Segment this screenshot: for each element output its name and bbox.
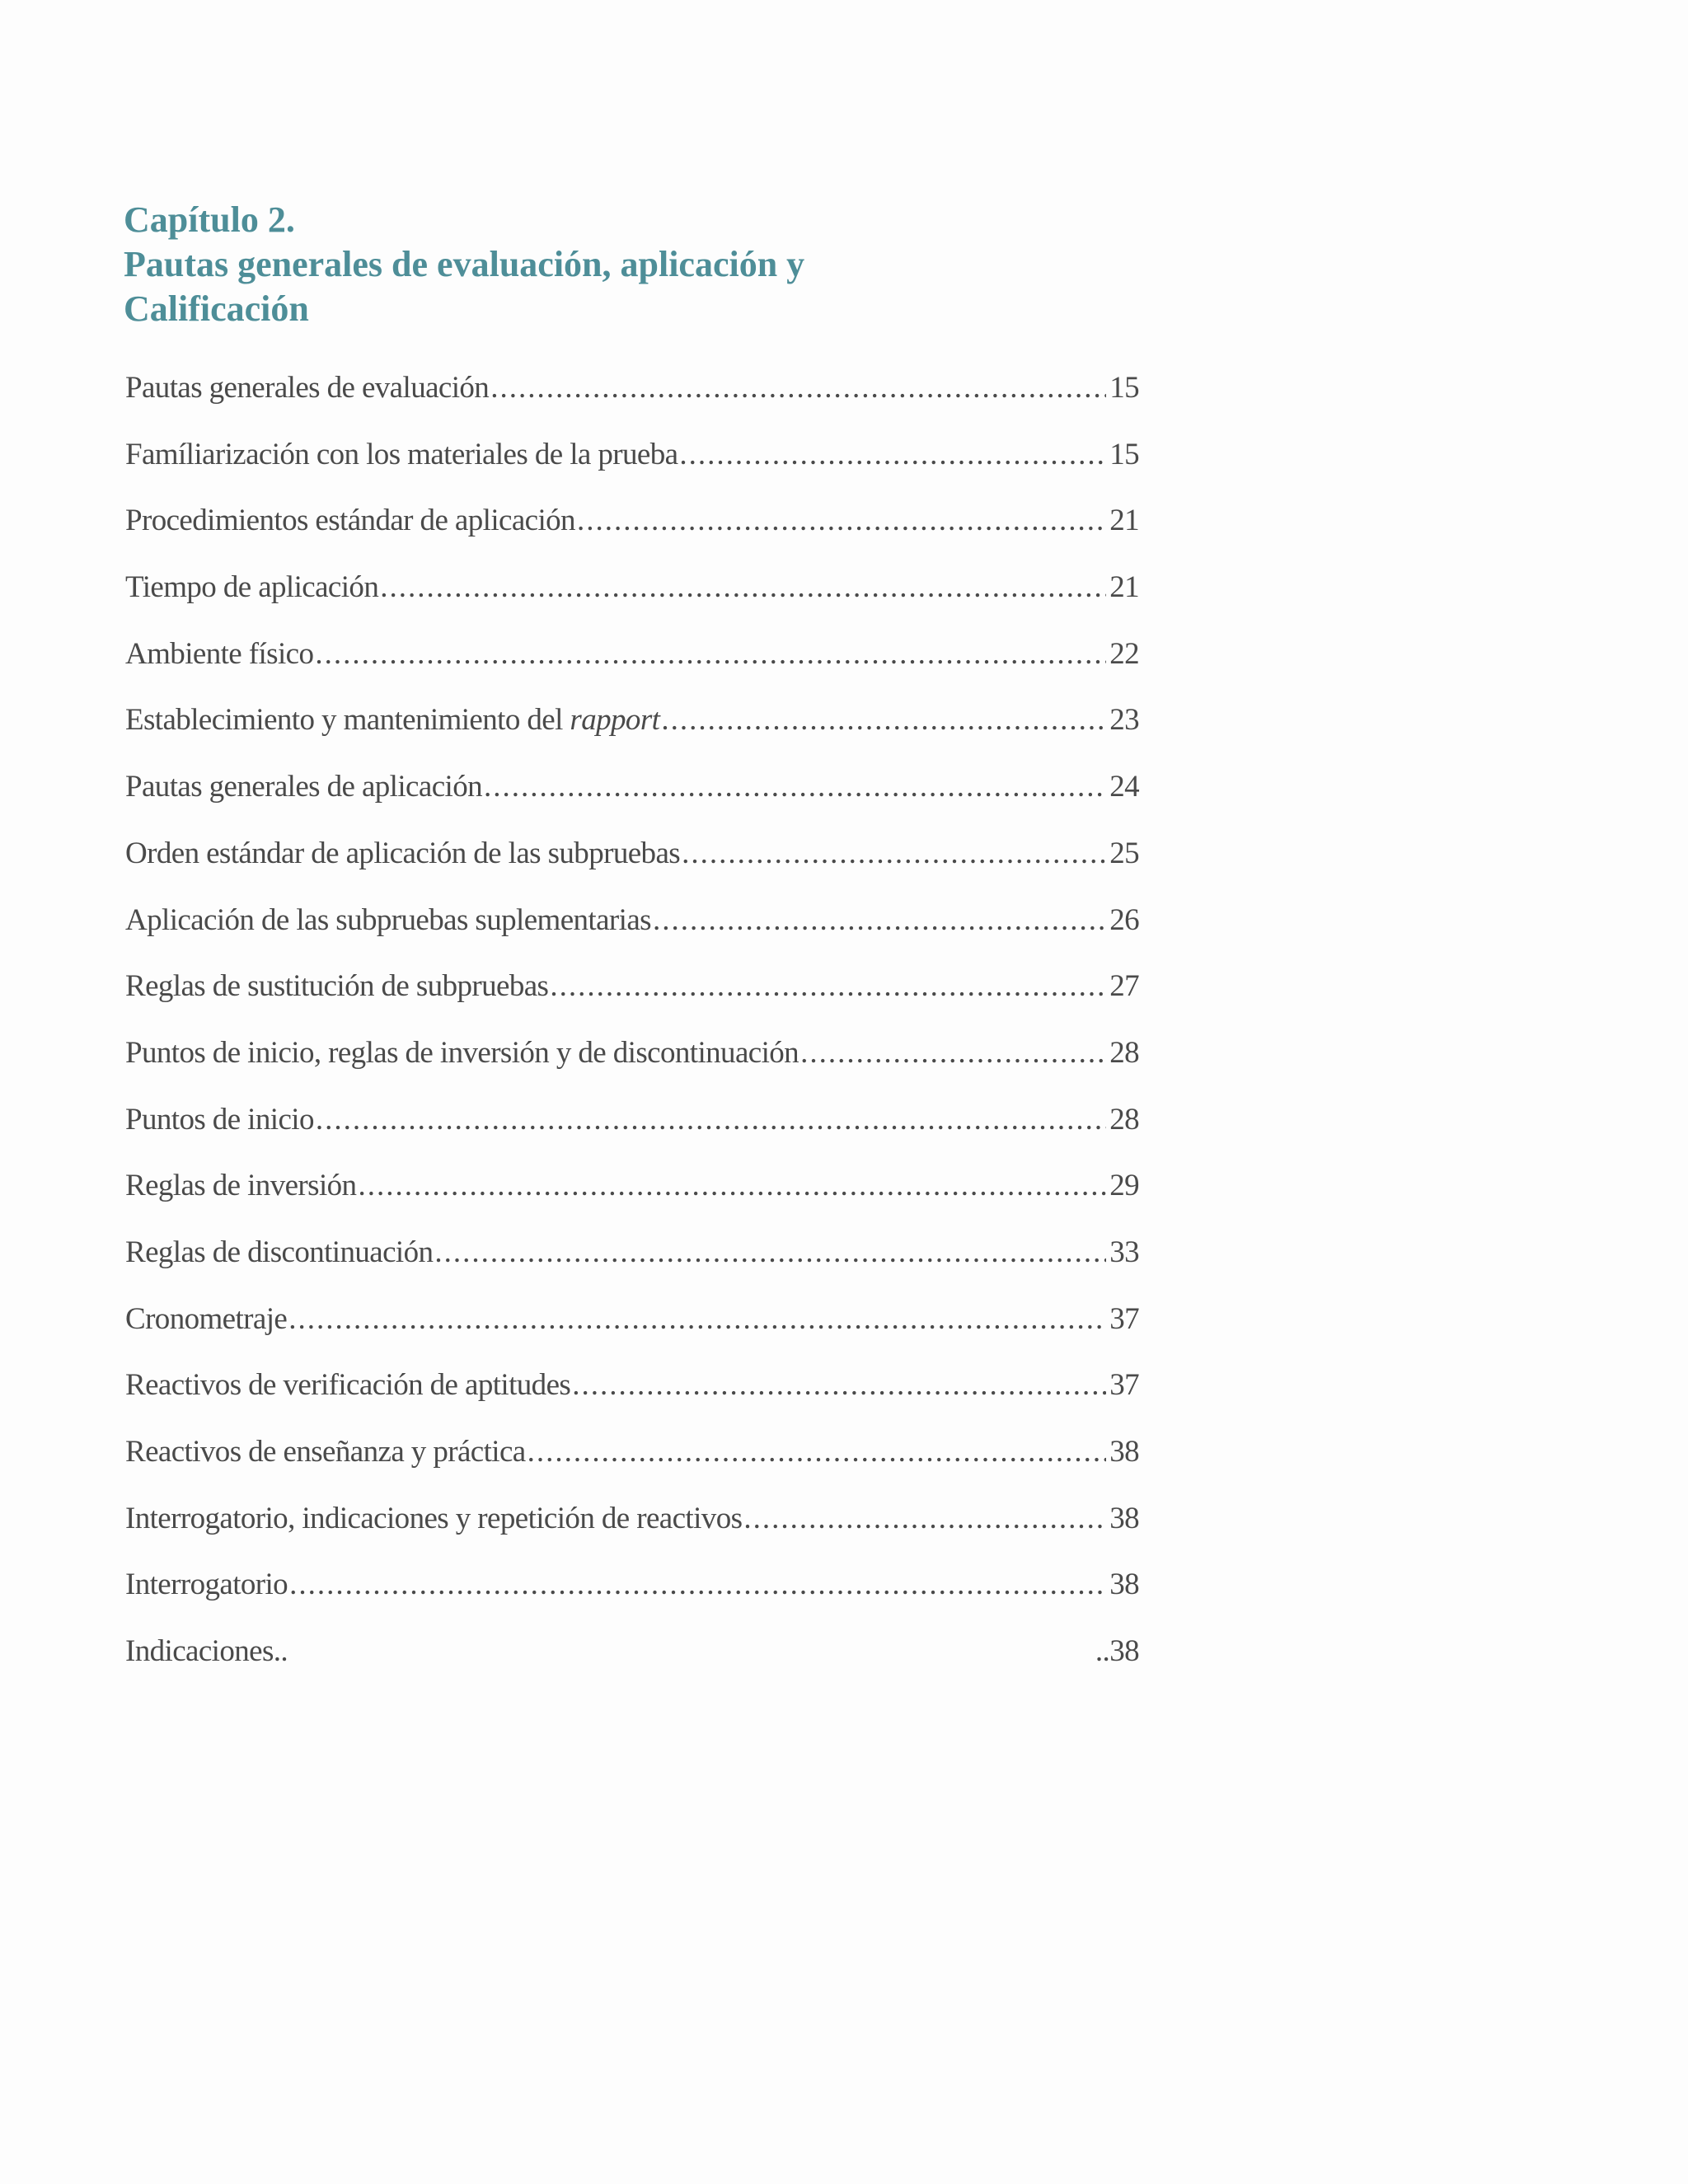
chapter-title-line-1: Pautas generales de evaluación, aplicación y [124,244,805,284]
toc-page-number: 38 [1109,1435,1139,1469]
toc-page-number: 37 [1109,1301,1139,1336]
toc-page-number: 21 [1109,570,1139,605]
toc-entry[interactable] [125,827,1139,893]
toc-entry-title: Pautas generales de evaluación [125,371,490,405]
toc-dot-leader [484,760,1106,814]
toc-entry-title: Reglas de discontinuación [125,1235,434,1269]
toc-entry[interactable] [125,959,1139,1026]
toc-dot-leader [800,1026,1106,1080]
toc-page-number: 15 [1109,437,1139,471]
toc-page-number: 23 [1109,703,1139,738]
toc-dot-leader [679,428,1106,482]
toc-entry[interactable] [125,1026,1139,1093]
toc-entry[interactable] [125,1093,1139,1160]
toc-entry[interactable] [125,560,1139,627]
toc-entry[interactable] [125,1292,1139,1359]
toc-page-number: 22 [1109,636,1139,671]
toc-entry[interactable] [125,1558,1139,1624]
toc-entry-title: Interrogatorio [125,1568,288,1602]
toc-page-number: 28 [1109,1102,1139,1137]
toc-entry-title: Pautas generales de aplicación [125,770,482,804]
toc-entry[interactable] [125,1159,1139,1226]
toc-entry-title: Ambiente físico [125,636,314,671]
toc-entry-title: Puntos de inicio, reglas de inversión y de discontinuación [125,1035,799,1070]
toc-entry[interactable] [125,893,1139,960]
toc-page-number: 38 [1109,1501,1139,1535]
toc-dot-leader [434,1226,1106,1280]
toc-entry[interactable] [125,1425,1139,1492]
toc-page-number: 27 [1109,969,1139,1004]
toc-entry-title: Reglas de sustitución de subpruebas [125,969,549,1004]
toc-entry-title: Reactivos de verificación de aptitudes [125,1368,571,1403]
toc-entry-title: Reactivos de enseñanza y práctica [125,1435,526,1469]
toc-dot-leader [288,1292,1106,1347]
toc-dot-leader [550,959,1106,1014]
toc-page-number: 15 [1109,371,1139,405]
toc-entry-title-emphasis: rapport [570,703,660,738]
toc-entry-title: Orden estándar de aplicación de las subpruebas [125,836,681,870]
toc-entry[interactable] [125,1358,1139,1425]
toc-entry-title: Interrogatorio, indicaciones y repetición de reactivos [125,1501,743,1535]
toc-page-number: ..38 [1095,1634,1139,1669]
toc-dot-leader [682,827,1106,881]
toc-dot-leader [572,1358,1106,1413]
toc-entry[interactable] [125,1492,1139,1558]
toc-dot-leader [358,1159,1106,1213]
toc-entry-title: Aplicación de las subpruebas suplementarias [125,902,651,937]
toc-entry-title: Indicaciones.. [125,1634,288,1669]
table-of-contents [125,361,1139,1691]
toc-entry-title: Procedimientos estándar de aplicación [125,504,575,538]
toc-entry[interactable] [125,627,1139,694]
toc-page-number: 33 [1109,1235,1139,1269]
toc-page-number: 37 [1109,1368,1139,1403]
toc-entry-title: Famíliarización con los materiales de la prueba [125,437,678,471]
toc-page-number: 29 [1109,1169,1139,1203]
toc-entry[interactable] [125,1226,1139,1292]
toc-entry[interactable] [125,760,1139,827]
toc-dot-leader [380,560,1106,615]
toc-dot-leader [653,893,1106,948]
toc-page-number: 21 [1109,504,1139,538]
toc-page-number: 24 [1109,770,1139,804]
chapter-heading [124,198,804,331]
toc-entry[interactable] [125,428,1139,494]
toc-page-number: 38 [1109,1568,1139,1602]
chapter-title-line-2: Calificación [124,288,309,329]
toc-page-number: 28 [1109,1035,1139,1070]
toc-page-number: 26 [1109,902,1139,937]
toc-dot-leader [316,1093,1106,1147]
toc-entry-title: Reglas de inversión [125,1169,357,1203]
toc-entry-title: Tiempo de aplicación [125,570,379,605]
toc-entry[interactable] [125,1624,1139,1691]
toc-dot-leader [577,494,1106,548]
toc-entry-title: Puntos de inicio [125,1102,314,1137]
toc-entry[interactable] [125,494,1139,560]
toc-entry-title: Cronometraje [125,1301,288,1336]
toc-dot-leader [490,361,1106,415]
toc-dot-leader [661,693,1106,748]
toc-dot-leader [315,627,1106,682]
toc-entry-title-text: Establecimiento y mantenimiento del [125,703,570,738]
toc-dot-leader [289,1558,1106,1612]
toc-entry[interactable] [125,693,1139,760]
chapter-number: Capítulo 2. [124,199,295,240]
toc-page-number: 25 [1109,836,1139,870]
toc-entry-title [125,693,659,748]
toc-dot-leader [743,1492,1106,1546]
toc-entry[interactable] [125,361,1139,428]
toc-dot-leader [528,1425,1106,1479]
